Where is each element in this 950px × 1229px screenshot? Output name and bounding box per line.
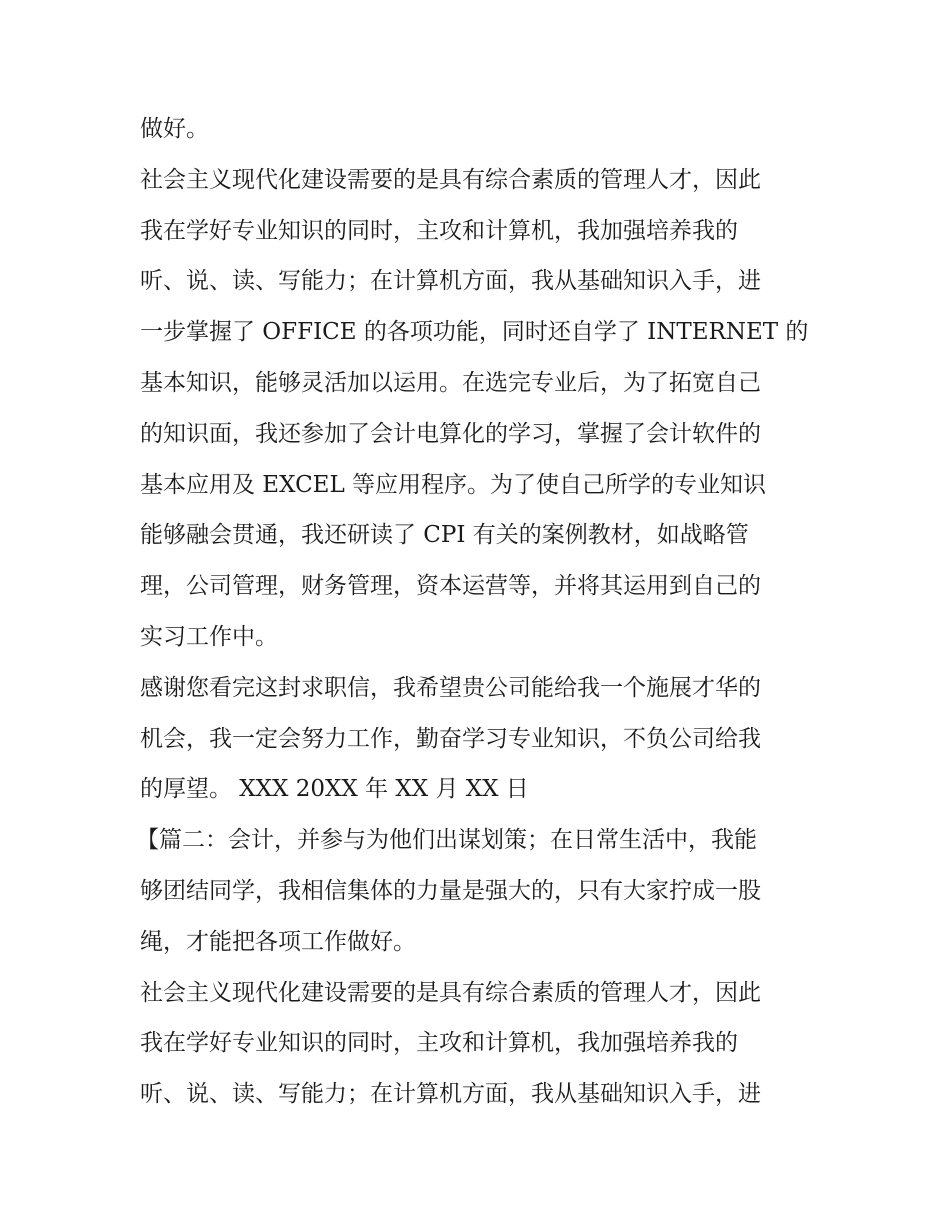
text-line: 理，公司管理，财务管理，资本运营等，并将其运用到自己的	[140, 573, 761, 600]
text-line: 实习工作中。	[140, 623, 278, 650]
text-line: 够团结同学，我相信集体的力量是强大的，只有大家拧成一股	[140, 877, 761, 904]
text-line: 基本应用及 EXCEL 等应用程序。为了使自己所学的专业知识	[140, 471, 767, 498]
text-line: 绳，才能把各项工作做好。	[140, 928, 416, 955]
text-line: 能够融会贯通，我还研读了 CPI 有关的案例教材，如战略管	[140, 522, 749, 549]
text-line: 社会主义现代化建设需要的是具有综合素质的管理人才，因此	[140, 166, 761, 193]
text-line: 的知识面，我还参加了会计电算化的学习，掌握了会计软件的	[140, 420, 761, 447]
document-body	[136, 104, 820, 1120]
text-line: 听、说、读、写能力；在计算机方面，我从基础知识入手，进	[140, 268, 761, 295]
text-line: 做好。	[140, 116, 209, 142]
text-line: 感谢您看完这封求职信，我希望贵公司能给我一个施展才华的	[140, 674, 761, 701]
section-heading-line: 【篇二：会计，并参与为他们出谋划策；在日常生活中，我能	[136, 827, 757, 854]
text-line: 机会，我一定会努力工作，勤奋学习专业知识，不负公司给我	[140, 725, 761, 752]
text-line: 基本知识，能够灵活加以运用。在选完专业后，为了拓宽自己	[140, 369, 761, 396]
text-line: 我在学好专业知识的同时，主攻和计算机，我加强培养我的	[140, 1030, 738, 1057]
text-line: 的厚望。 XXX 20XX 年 XX 月 XX 日	[140, 776, 529, 803]
text-line: 我在学好专业知识的同时，主攻和计算机，我加强培养我的	[140, 217, 738, 244]
text-line: 听、说、读、写能力；在计算机方面，我从基础知识入手，进	[140, 1081, 761, 1108]
text-line: 社会主义现代化建设需要的是具有综合素质的管理人才，因此	[140, 979, 761, 1006]
text-line: 一步掌握了 OFFICE 的各项功能，同时还自学了 INTERNET 的	[140, 319, 809, 346]
